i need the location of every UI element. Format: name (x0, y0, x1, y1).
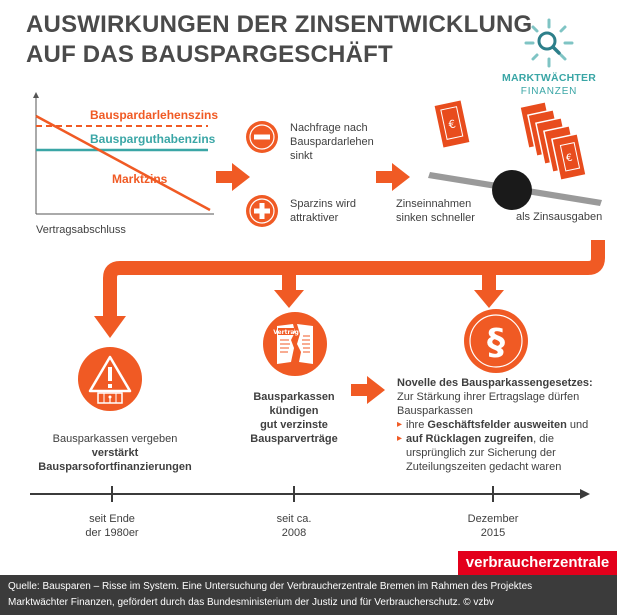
logo-text-marktwaechter: MARKTWÄCHTER (502, 72, 596, 84)
consequence-novelle (397, 376, 607, 474)
label-bausparguthabenzins: Bausparguthabenzins (90, 132, 216, 146)
magnifier-logo-icon (499, 16, 599, 70)
c3-b1-post: und (566, 419, 589, 431)
torn-contract-icon (263, 312, 327, 376)
paragraph-symbol: § (487, 322, 505, 363)
marktzins-line (36, 116, 210, 210)
text-zinsausgaben: als Zinsausgaben (516, 211, 603, 223)
money-stack-left (434, 100, 471, 149)
t2-line1: seit ca. (276, 513, 312, 525)
c2-line3: gut verzinste (260, 419, 328, 431)
text-nachfrage-sinkt: Nachfrage nach Bauspardarlehen sinkt (290, 122, 374, 162)
text-sparzins-attraktiver: Sparzins wird attraktiver (290, 198, 357, 224)
novelle-item-1 (397, 418, 607, 432)
c3-b1-pre: ihre (406, 419, 428, 431)
warning-circle-icon (78, 347, 142, 411)
chart-y-arrow (33, 92, 39, 98)
c2-line4: Bausparverträge (250, 433, 338, 445)
logo-text-finanzen: FINANZEN (520, 86, 578, 97)
consequence-kuendigung (232, 390, 356, 446)
c3-intro: Zur Stärkung ihrer Ertragslage dürfen Bausparkassen (397, 391, 580, 417)
c3-b2-post: , die ursprünglich zur Sicherung der Zuteilungszeiten gedacht waren (406, 433, 562, 473)
marktwaechter-logo (499, 16, 599, 106)
c1-line2: verstärkt (91, 447, 139, 459)
chart-xlabel: Vertragsabschluss (36, 224, 126, 236)
c3-b1-bold: Geschäftsfelder ausweiten (427, 419, 567, 431)
footer-line1: Quelle: Bausparen – Risse im System. Eine Untersuchung der Verbraucherzentrale Bremen im Rahmen des Projektes (8, 581, 533, 592)
title-line-1: AUSWIRKUNGEN DER ZINSENTWICKLUNG (26, 11, 533, 38)
novelle-list (397, 418, 607, 474)
arrow-right-icon (216, 163, 250, 191)
c1-line3: Bausparsofortfinanzierungen (38, 461, 192, 473)
paragraph-circle-icon (464, 309, 528, 373)
plus-circle-icon (246, 195, 278, 227)
c1-line1: Bausparkassen vergeben (52, 433, 178, 445)
arrow-right-icon (351, 376, 385, 404)
title-line-2: AUF DAS BAUSPARGESCHÄFT (26, 41, 393, 68)
minus-circle-icon (246, 121, 278, 153)
novelle-item-2 (397, 432, 607, 474)
t3-line2: 2015 (480, 527, 506, 539)
verbraucherzentrale-logo: verbraucherzentrale (458, 551, 617, 575)
consequence-sofortfinanzierung (20, 432, 210, 474)
footer-line2: Marktwächter Finanzen, gefördert durch das Bundesministerium der Justiz und für Verbraucherschutz. © vzbv (8, 597, 494, 608)
label-bauspardarlehenszins: Bauspardarlehenszins (90, 108, 219, 122)
t2-line2: 2008 (281, 527, 307, 539)
c3-b2-bold: auf Rücklagen zugreifen (406, 433, 534, 445)
label-marktzins: Marktzins (112, 172, 168, 186)
c3-title: Novelle des Bausparkassengesetzes: (397, 377, 593, 389)
t1-line1: seit Ende (89, 513, 135, 525)
timeline-label-2015 (443, 512, 543, 540)
arrow-right-icon (376, 163, 410, 191)
svg-text:€: € (447, 117, 457, 132)
money-stack-right (520, 102, 586, 180)
t3-line1: Dezember (467, 513, 519, 525)
vertrag-label: Vertrag (273, 329, 299, 336)
timeline-label-1980er (62, 512, 162, 540)
source-footer (0, 575, 617, 615)
text-zinseinnahmen: Zinseinnahmen sinken schneller (396, 198, 475, 224)
c2-line2: kündigen (269, 405, 319, 417)
svg-text:€: € (565, 152, 574, 165)
c2-line1: Bausparkassen (253, 391, 335, 403)
timeline-label-2008 (244, 512, 344, 540)
timeline (30, 486, 590, 502)
page-title (26, 10, 532, 70)
flow-connector (90, 240, 610, 344)
money-balance-icon (408, 94, 608, 212)
t1-line2: der 1980er (85, 527, 139, 539)
